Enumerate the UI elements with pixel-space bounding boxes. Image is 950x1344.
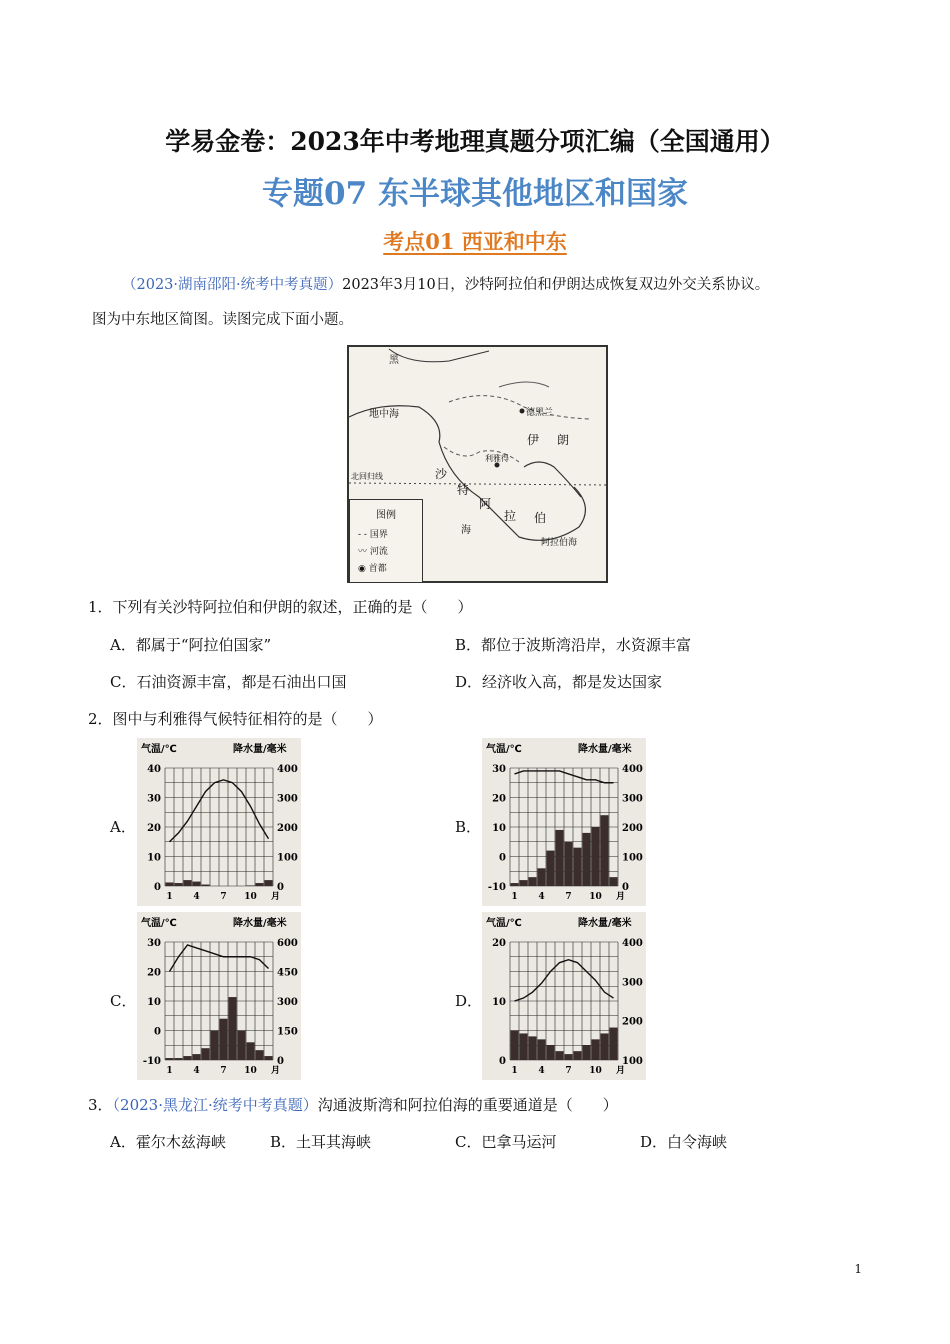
precip-tick: 300 [277, 997, 298, 1008]
precip-bar [184, 880, 192, 886]
map-legend: 图例 - - 国界 〰 河流 ◉ 首都 [349, 499, 423, 583]
precip-tick: 0 [277, 882, 284, 893]
precip-bar [229, 997, 237, 1060]
precip-bar [202, 1048, 210, 1060]
precip-bar [610, 877, 618, 886]
precip-bar [601, 1033, 609, 1060]
chart-ylabel: 气温/℃ [486, 744, 522, 755]
q1-stem: 1．下列有关沙特阿拉伯和伊朗的叙述，正确的是（ ） [88, 598, 473, 616]
precip-bar [175, 1058, 183, 1060]
temp-tick: 10 [492, 997, 506, 1008]
precip-tick: 400 [277, 764, 298, 775]
temp-tick: 30 [147, 938, 161, 949]
precip-bar [184, 1056, 192, 1060]
month-tick: 4 [193, 892, 200, 902]
map-label-arabian-sea: 阿拉伯海 [541, 538, 578, 548]
precip-bar [193, 882, 201, 886]
precip-bar [256, 883, 264, 886]
temp-tick: 10 [492, 823, 506, 834]
precip-bar [175, 883, 183, 886]
chart-y2label: 降水量/毫米 [233, 918, 287, 929]
precip-bar [547, 1045, 555, 1060]
map-label-riyadh: 利雅得 [485, 454, 509, 463]
middle-east-map [347, 345, 608, 583]
temp-tick: 30 [492, 764, 506, 775]
precip-tick: 0 [622, 882, 629, 893]
temp-tick: 20 [492, 938, 506, 949]
month-tick: 7 [220, 1066, 227, 1076]
precip-bar [610, 1028, 618, 1060]
precip-bar [529, 1036, 537, 1060]
precip-bar [565, 842, 573, 886]
precip-bar [574, 1051, 582, 1060]
precip-tick: 100 [622, 1056, 643, 1067]
climate-chart-d [482, 912, 646, 1080]
precip-bar [211, 1031, 219, 1061]
document-title: 学易金卷：2023年中考地理真题分项汇编（全国通用） [165, 127, 785, 156]
chart-ylabel: 气温/℃ [141, 918, 177, 929]
intro-line-2: 图为中东地区简图。读图完成下面小题。 [92, 312, 353, 328]
precip-bar [574, 848, 582, 886]
intro-source: （2023·湖南邵阳·统考中考真题） [122, 277, 343, 293]
q1-option-a[interactable]: A．都属于“阿拉伯国家” [110, 636, 272, 654]
q2-option-d[interactable]: D． [455, 992, 483, 1010]
precip-tick: 0 [277, 1056, 284, 1067]
precip-bar [538, 868, 546, 886]
month-tick: 4 [193, 1066, 200, 1076]
q3-option-b[interactable]: B．土耳其海峡 [270, 1133, 372, 1151]
precip-bar [166, 1058, 174, 1060]
month-tick: 4 [538, 892, 545, 902]
map-label-tropic: 北回归线 [351, 472, 383, 481]
climate-chart-c [137, 912, 301, 1080]
q2-option-b[interactable]: B． [455, 818, 482, 836]
chart-y2label: 降水量/毫米 [578, 744, 632, 755]
precip-tick: 200 [622, 1016, 643, 1028]
precip-bar [601, 815, 609, 886]
month-tick: 1 [166, 1066, 173, 1076]
q3-option-a[interactable]: A．霍尔木兹海峡 [110, 1133, 226, 1151]
month-tick: 10 [244, 1066, 257, 1076]
q2-option-a[interactable]: A． [110, 818, 136, 836]
precip-tick: 200 [622, 823, 643, 834]
precip-tick: 300 [622, 793, 643, 805]
precip-bar [238, 1031, 246, 1061]
chart-y2label: 降水量/毫米 [233, 744, 287, 755]
month-tick: 4 [538, 1066, 545, 1076]
precip-bar [166, 882, 174, 886]
climate-chart-b [482, 738, 646, 906]
precip-tick: 100 [622, 852, 643, 864]
precip-bar [592, 1039, 600, 1060]
intro-line-1: （2023·湖南邵阳·统考中考真题）2023年3月10日，沙特阿拉伯和伊朗达成恢复双边外交关系协议。 [122, 277, 770, 293]
month-tick: 7 [565, 1066, 572, 1076]
chart-y2label: 降水量/毫米 [578, 918, 632, 929]
map-label-black-sea: 黑 [389, 355, 399, 366]
month-tick: 7 [220, 892, 227, 902]
precip-bar [193, 1054, 201, 1060]
page-number: 1 [854, 1262, 862, 1276]
month-tick: 1 [511, 1066, 518, 1076]
q2-stem: 2．图中与利雅得气候特征相符的是（ ） [88, 710, 383, 728]
temp-tick: 20 [492, 793, 506, 805]
precip-bar [247, 885, 255, 886]
precip-bar [547, 851, 555, 886]
temp-tick: 20 [147, 967, 161, 979]
precip-tick: 400 [622, 764, 643, 775]
map-label-saudi-3: 阿 [479, 497, 492, 511]
month-unit: 月 [271, 892, 281, 902]
precip-bar [529, 877, 537, 886]
map-label-med: 地中海 [369, 409, 399, 420]
q2-option-c[interactable]: C． [110, 992, 137, 1010]
map-label-saudi-2: 特 [457, 483, 470, 497]
month-tick: 10 [589, 892, 602, 902]
chart-ylabel: 气温/℃ [486, 918, 522, 929]
map-label-tehran: 德黑兰 [526, 408, 554, 418]
precip-tick: 450 [277, 967, 298, 979]
precip-tick: 150 [277, 1026, 298, 1038]
q3-option-c[interactable]: C．巴拿马运河 [455, 1133, 557, 1151]
precip-bar [520, 880, 528, 886]
month-unit: 月 [271, 1066, 281, 1076]
chart-ylabel: 气温/℃ [141, 744, 177, 755]
month-tick: 1 [166, 892, 173, 902]
q1-option-b[interactable]: B．都位于波斯湾沿岸，水资源丰富 [455, 636, 692, 654]
temp-tick: 0 [499, 1056, 506, 1067]
month-tick: 1 [511, 892, 518, 902]
precip-bar [520, 1033, 528, 1060]
precip-bar [202, 885, 210, 886]
temp-tick: 10 [147, 852, 161, 864]
precip-bar [265, 1056, 273, 1060]
map-label-saudi-1: 沙 [435, 467, 448, 481]
precip-tick: 600 [277, 938, 298, 949]
precip-tick: 100 [277, 852, 298, 864]
month-unit: 月 [616, 1066, 626, 1076]
temp-tick: 0 [154, 1026, 161, 1038]
precip-bar [511, 1031, 519, 1061]
precip-bar [556, 1051, 564, 1060]
map-label-saudi-4: 拉 [504, 509, 517, 523]
precip-tick: 200 [277, 823, 298, 834]
topic-title: 专题07 东半球其他地区和国家 [262, 176, 688, 212]
q1-option-d[interactable]: D．经济收入高，都是发达国家 [455, 673, 663, 691]
temp-tick: -10 [487, 882, 506, 893]
climate-chart-a [137, 738, 301, 906]
precip-bar [247, 1042, 255, 1060]
map-label-iran-2: 朗 [557, 433, 570, 447]
precip-bar [256, 1050, 264, 1060]
map-label-iran-1: 伊 [527, 433, 540, 447]
temp-tick: 0 [154, 882, 161, 893]
precip-tick: 300 [622, 977, 643, 989]
precip-bar [511, 883, 519, 886]
temp-tick: 30 [147, 793, 161, 805]
precip-bar [538, 1039, 546, 1060]
month-tick: 7 [565, 892, 572, 902]
map-label-saudi-5: 伯 [534, 511, 547, 525]
precip-tick: 300 [277, 793, 298, 805]
q1-option-c[interactable]: C．石油资源丰富，都是石油出口国 [110, 673, 347, 691]
q3-source: （2023·黑龙江·统考中考真题） [112, 1096, 318, 1114]
precip-bar [220, 1019, 228, 1060]
temp-tick: 0 [499, 852, 506, 864]
temp-tick: 10 [147, 997, 161, 1008]
map-label-red-sea: 海 [461, 525, 471, 536]
temp-tick: -10 [142, 1056, 161, 1067]
q3-option-d[interactable]: D．白令海峡 [640, 1133, 728, 1151]
q3-stem: 3．（2023·黑龙江·统考中考真题）沟通波斯湾和阿拉伯海的重要通道是（ ） [88, 1096, 618, 1114]
precip-bar [583, 833, 591, 886]
precip-bar [583, 1045, 591, 1060]
month-tick: 10 [589, 1066, 602, 1076]
section-title: 考点01 西亚和中东 [383, 229, 567, 254]
month-tick: 10 [244, 892, 257, 902]
precip-bar [565, 1054, 573, 1060]
temp-tick: 20 [147, 823, 161, 834]
month-unit: 月 [616, 892, 626, 902]
precip-bar [556, 830, 564, 886]
precip-bar [592, 827, 600, 886]
precip-bar [265, 880, 273, 886]
precip-tick: 400 [622, 938, 643, 949]
temp-tick: 40 [147, 764, 161, 775]
